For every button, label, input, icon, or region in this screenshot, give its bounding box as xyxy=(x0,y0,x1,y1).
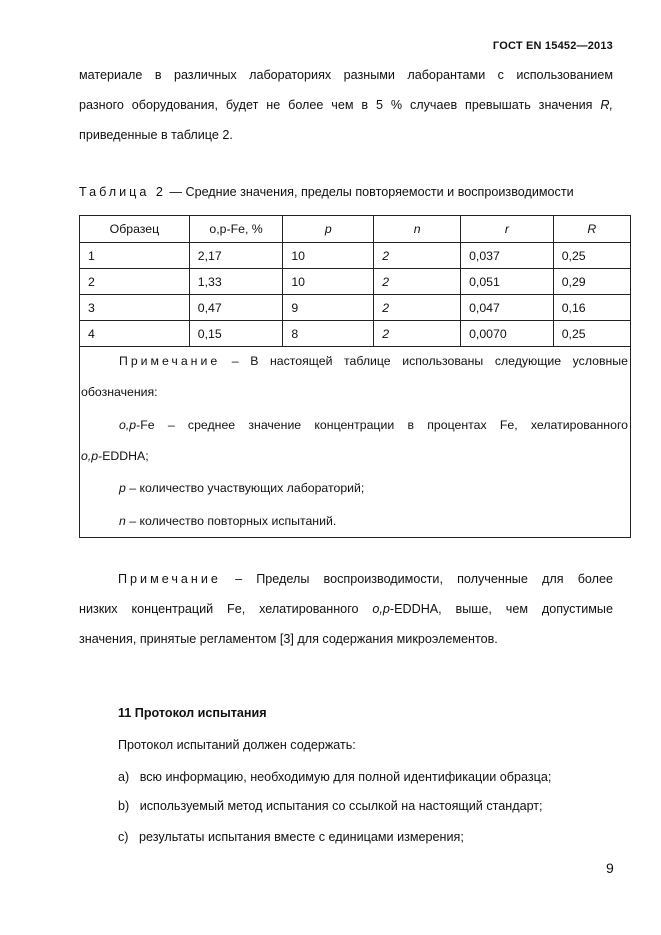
note-n-definition xyxy=(119,506,630,536)
note-line-1 xyxy=(119,346,628,376)
note-line-1-text: – В настоящей таблице использованы следующие условные xyxy=(220,354,628,368)
cell-opfe: 0,15 xyxy=(189,321,283,347)
cell-R: 0,29 xyxy=(553,269,630,295)
list-item xyxy=(118,799,543,813)
table-note xyxy=(80,347,631,538)
page-number: 9 xyxy=(606,860,614,876)
section-title: 11 Протокол испытания xyxy=(118,706,267,720)
note-p-text: – количество участвующих лабораторий; xyxy=(125,481,365,495)
note-label: Примечание xyxy=(119,354,221,368)
note2-label: Примечание xyxy=(118,572,221,586)
note2-line-1 xyxy=(79,564,613,594)
cell-R: 0,16 xyxy=(553,295,630,321)
header-sample: Образец xyxy=(80,216,190,243)
cell-opfe: 2,17 xyxy=(189,243,283,269)
note2-line-2-post: -EDDHA, выше, чем допустимые xyxy=(389,602,613,616)
cell-sample: 2 xyxy=(80,269,190,295)
header-r xyxy=(461,216,554,243)
intro-line-2-text: разного оборудования, будет не более чем в 5 % случаев превышать значения xyxy=(79,98,593,112)
symbol-op: o,p xyxy=(119,418,137,432)
symbol-op: o,p xyxy=(372,602,390,616)
section-lead: Протокол испытаний должен содержать: xyxy=(118,738,356,752)
header-R xyxy=(553,216,630,243)
table-caption xyxy=(79,185,574,199)
intro-line-2 xyxy=(79,90,613,120)
cell-sample: 4 xyxy=(80,321,190,347)
cell-p: 10 xyxy=(283,269,374,295)
header-opfe: o,p-Fe, % xyxy=(189,216,283,243)
note-op-text: -Fe – среднее значение концентрации в процентах Fe, хелатированного xyxy=(136,418,628,432)
header-p-text: p xyxy=(324,222,332,236)
note-op-text-2: -EDDHA; xyxy=(98,449,149,463)
cell-n-text: 2 xyxy=(382,326,390,341)
list-marker: b) xyxy=(118,799,130,813)
symbol-n: n xyxy=(119,514,126,528)
header-n-text: n xyxy=(413,222,421,236)
cell-r: 0,047 xyxy=(461,295,554,321)
cell-opfe: 0,47 xyxy=(189,295,283,321)
table-note-row xyxy=(80,347,631,538)
symbol-p: p xyxy=(119,481,126,495)
list-item-text: используемый метод испытания со ссылкой на настоящий стандарт; xyxy=(139,799,543,813)
cell-r: 0,0070 xyxy=(461,321,554,347)
document-header: ГОСТ EN 15452—2013 xyxy=(492,40,613,52)
note2-line-1-text: – Пределы воспроизводимости, полученные для более xyxy=(220,572,613,586)
cell-r: 0,037 xyxy=(461,243,554,269)
cell-n-text: 2 xyxy=(382,248,390,263)
table-row xyxy=(80,269,631,295)
note-n-text: – количество повторных испытаний. xyxy=(125,514,337,528)
intro-line-1: материале в различных лабораториях разными лаборантами с использованием xyxy=(79,68,613,82)
table-row xyxy=(80,321,631,347)
cell-p: 10 xyxy=(283,243,374,269)
cell-r: 0,051 xyxy=(461,269,554,295)
cell-opfe: 1,33 xyxy=(189,269,283,295)
note2-line-2-chem xyxy=(372,602,613,616)
cell-p: 9 xyxy=(283,295,374,321)
cell-n xyxy=(374,295,461,321)
cell-n-text: 2 xyxy=(382,300,390,315)
note-p-definition xyxy=(119,473,630,503)
cell-sample: 3 xyxy=(80,295,190,321)
cell-p: 8 xyxy=(283,321,374,347)
symbol-R: R, xyxy=(600,98,613,112)
cell-n-text: 2 xyxy=(382,274,390,289)
cell-n xyxy=(374,321,461,347)
header-R-text: R xyxy=(587,222,597,236)
note2-line-2 xyxy=(79,594,613,624)
note-paragraph xyxy=(79,564,613,654)
cell-R: 0,25 xyxy=(553,243,630,269)
note-line-2: обозначения: xyxy=(81,385,158,399)
header-n xyxy=(374,216,461,243)
intro-line-3: приведенные в таблице 2. xyxy=(79,128,233,142)
list-item-text: результаты испытания вместе с единицами измерения; xyxy=(139,830,464,844)
cell-n xyxy=(374,243,461,269)
list-item xyxy=(118,830,464,844)
header-p xyxy=(283,216,374,243)
table-row xyxy=(80,295,631,321)
list-item-text: всю информацию, необходимую для полной идентификации образца; xyxy=(139,770,552,784)
table-caption-text: — Средние значения, пределы повторяемости и воспроизводимости xyxy=(165,185,574,199)
note-op-definition xyxy=(119,410,628,440)
symbol-op: o,p xyxy=(81,449,99,463)
cell-R: 0,25 xyxy=(553,321,630,347)
header-r-text: r xyxy=(504,222,509,236)
table-header-row xyxy=(80,216,631,243)
list-marker: c) xyxy=(118,830,129,844)
results-table xyxy=(79,215,631,538)
note-op-definition-cont xyxy=(81,441,630,471)
table-row xyxy=(80,243,631,269)
cell-sample: 1 xyxy=(80,243,190,269)
list-marker: a) xyxy=(118,770,130,784)
note2-line-2-pre: низких концентраций Fe, хелатированного xyxy=(79,602,359,616)
note2-line-3: значения, принятые регламентом [3] для содержания микроэлементов. xyxy=(79,632,498,646)
table-caption-label: Таблица 2 xyxy=(79,185,166,199)
list-item xyxy=(118,770,551,784)
intro-paragraph xyxy=(79,60,613,150)
cell-n xyxy=(374,269,461,295)
